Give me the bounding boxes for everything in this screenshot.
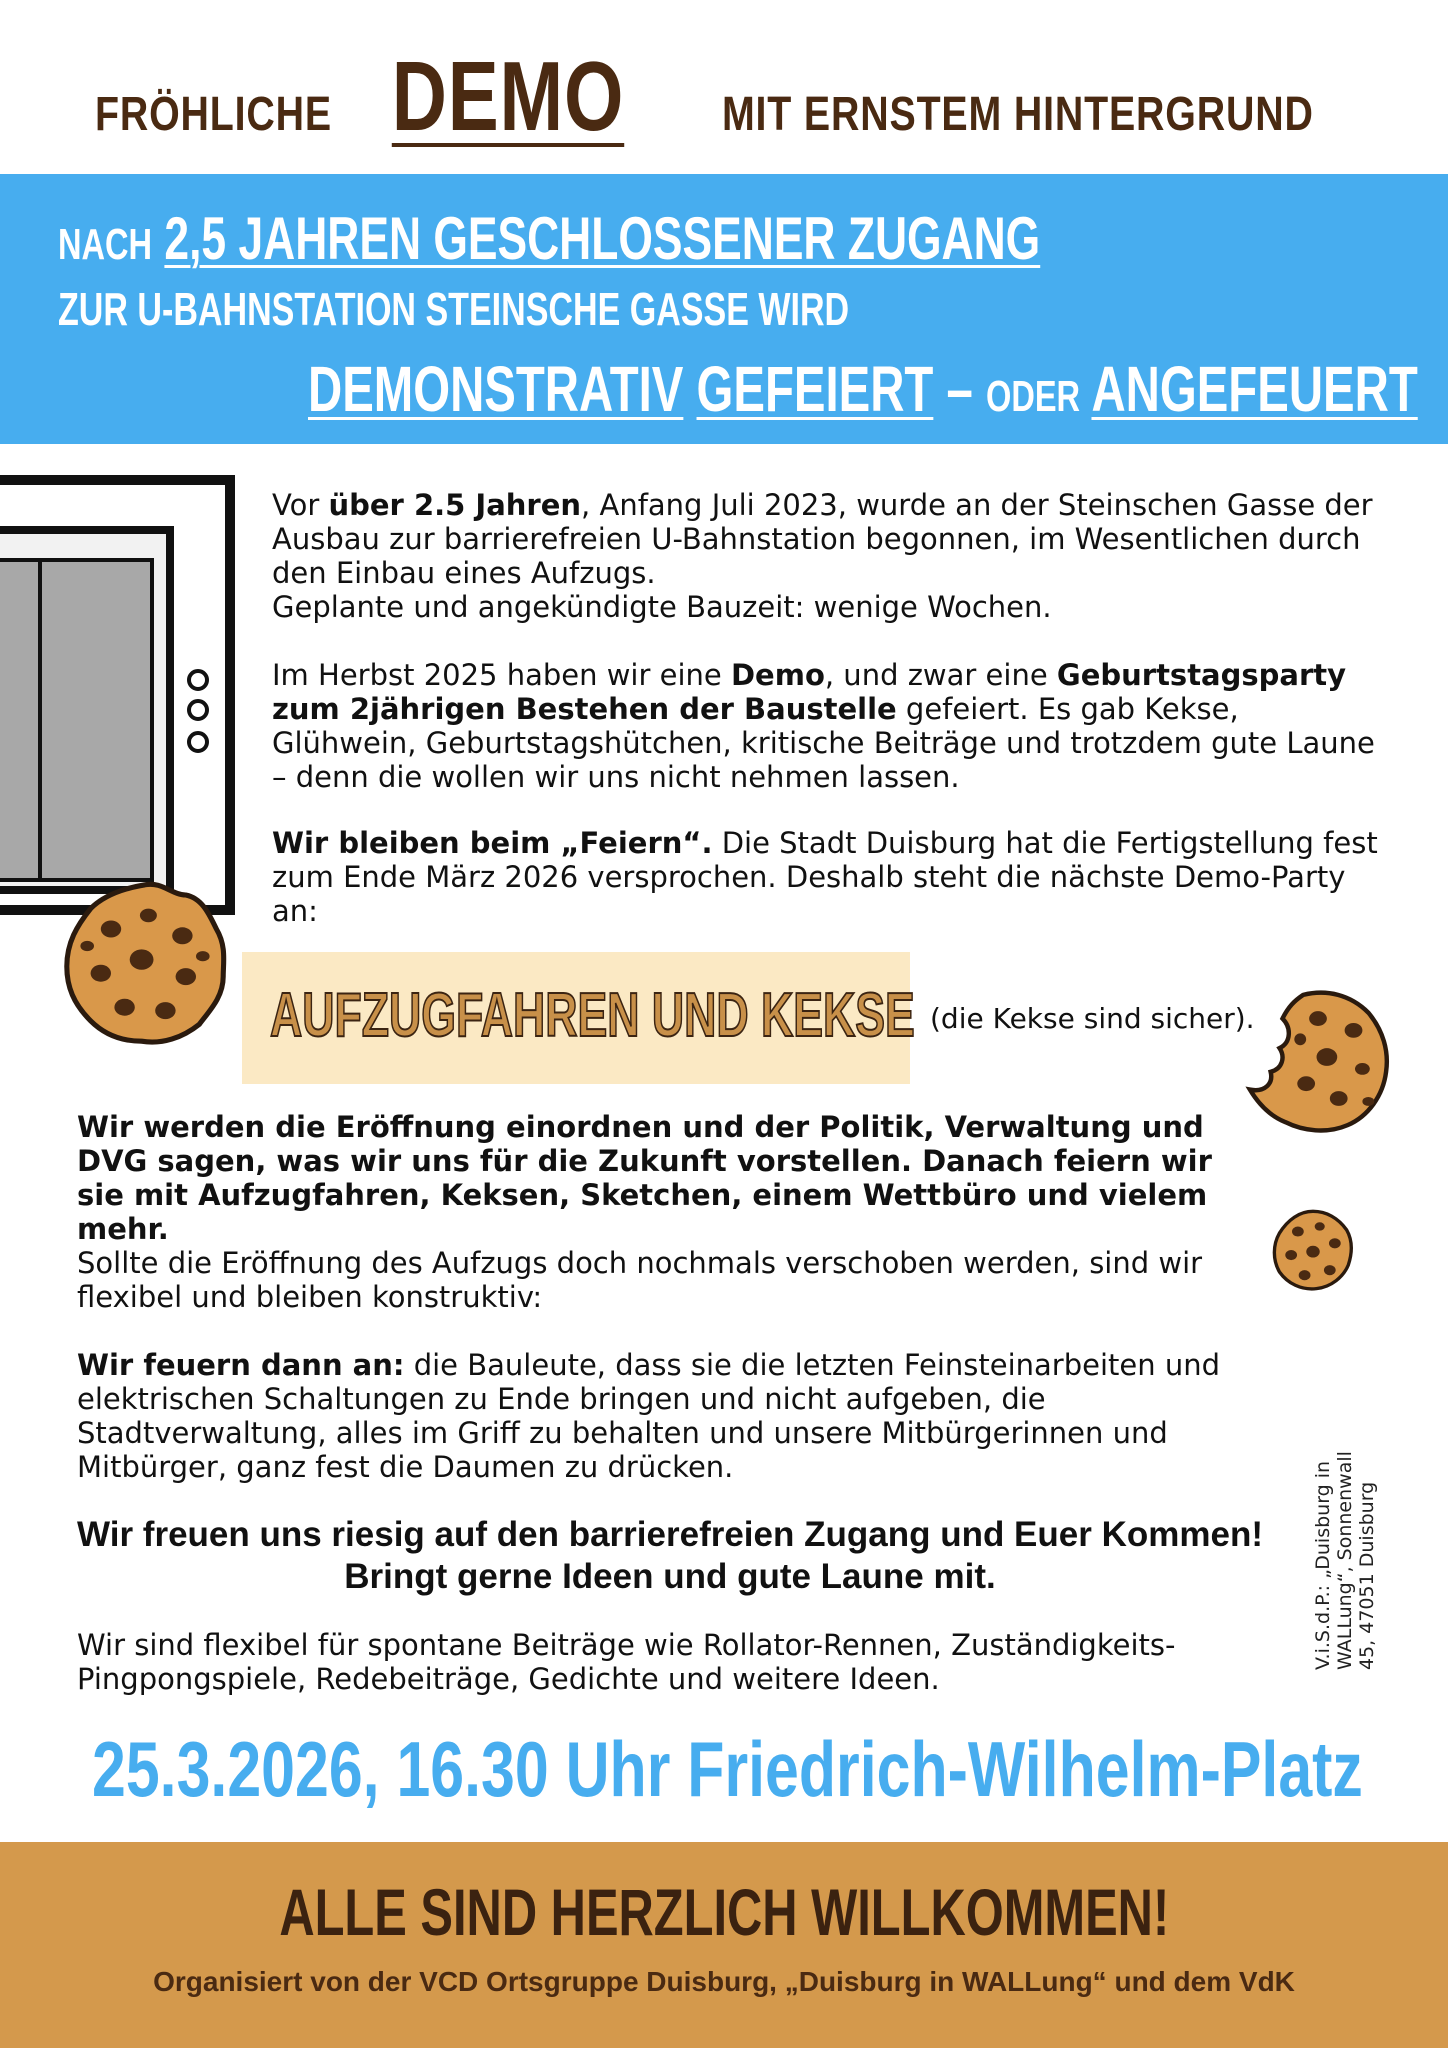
body-paragraph-ideas: Wir sind flexibel für spontane Beiträge wie Rollator-Rennen, Zuständigkeits-Pingpongspiele, Redebeiträge, Gedichte und weitere Ideen. [77, 1628, 1176, 1696]
elevator-icon [0, 470, 240, 920]
event-date-place: 25.3.2026, 16.30 Uhr Friedrich-Wilhelm-Platz [92, 1725, 1363, 1813]
banner-line-2: ZUR U-BAHNSTATION STEINSCHE GASSE WIRD [58, 283, 850, 335]
footer [0, 1842, 1448, 2048]
footer-title: ALLE SIND HERZLICH WILLKOMMEN! [279, 1875, 1169, 1949]
intro-paragraph-1: Vor über 2.5 Jahren, Anfang Juli 2023, wurde an der Steinschen Gasse der Ausbau zur barrierefreien U-Bahnstation begonnen, im Wesentlichen durch den Einbau eines Aufzugs. Geplante und angekündigte Bauzeit: wenige Wochen. [272, 488, 1373, 624]
cookie-icon [58, 878, 232, 1048]
title-pre: FRÖHLICHE [95, 88, 333, 141]
footer-organizers: Organisiert von der VCD Ortsgruppe Duisburg, „Duisburg in WALLung“ und dem VdK [153, 1966, 1295, 1997]
page-title [0, 41, 1448, 151]
highlight-title: AUFZUGFAHREN UND KEKSE [270, 981, 915, 1050]
bitten-cookie-icon [1244, 986, 1392, 1134]
intro-paragraph-2: Im Herbst 2025 haben wir eine Demo, und zwar eine Geburtstagsparty zum 2jährigen Bestehen der Baustelle gefeiert. Es gab Kekse, Glühwein, Geburtstagshütchen, kritische Beiträge und trotzdem gute Laune – denn die wollen wir uns nicht nehmen lassen. [272, 658, 1375, 794]
intro-paragraph-3: Wir bleiben beim „Feiern“. Die Stadt Duisburg hat die Fertigstellung fest zum Ende März 2026 versprochen. Deshalb steht die nächste Demo-Party an: [272, 826, 1378, 928]
title-demo: DEMO [391, 41, 624, 151]
banner-line-1-main: 2,5 JAHREN GESCHLOSSENER ZUGANG [164, 205, 1041, 272]
body-paragraph-cheer: Wir feuern dann an: die Bauleute, dass sie die letzten Feinsteinarbeiten und elektrischen Schaltungen zu Ende bringen und nicht aufgeben, die Stadtverwaltung, alles im Griff zu behalten und unsere Mitbürgerinnen und Mitbürger, ganz fest die Daumen zu drücken. [77, 1348, 1220, 1484]
title-post: MIT ERNSTEM HINTERGRUND [721, 88, 1314, 141]
small-cookie-icon [1270, 1208, 1356, 1292]
headline-banner [0, 174, 1448, 444]
center-callout: Wir freuen uns riesig auf den barrierefreien Zugang und Euer Kommen! Bringt gerne Ideen und gute Laune mit. [77, 1515, 1263, 1596]
imprint: V.i.S.d.P.: „Duisburg in WALLung“, Sonnenwall 45, 47051 Duisburg [1312, 1451, 1378, 1670]
highlight-aside: (die Kekse sind sicher). [930, 1002, 1255, 1035]
banner-line-3: DEMONSTRATIV GEFEIERT – ODER ANGEFEUERT [308, 353, 1418, 425]
body-paragraph-opening: Wir werden die Eröffnung einordnen und der Politik, Verwaltung und DVG sagen, was wir uns für die Zukunft vorstellen. Danach feiern wir sie mit Aufzugfahren, Keksen, Sketchen, einem Wettbüro und vielem mehr. [77, 1110, 1212, 1246]
banner-line-1: NACH 2,5 JAHREN GESCHLOSSENER ZUGANG [58, 205, 1041, 272]
highlight-box [242, 952, 915, 1084]
body-paragraph-postpone: Sollte die Eröffnung des Aufzugs doch nochmals verschoben werden, sind wir flexibel und bleiben konstruktiv: [77, 1246, 1203, 1314]
